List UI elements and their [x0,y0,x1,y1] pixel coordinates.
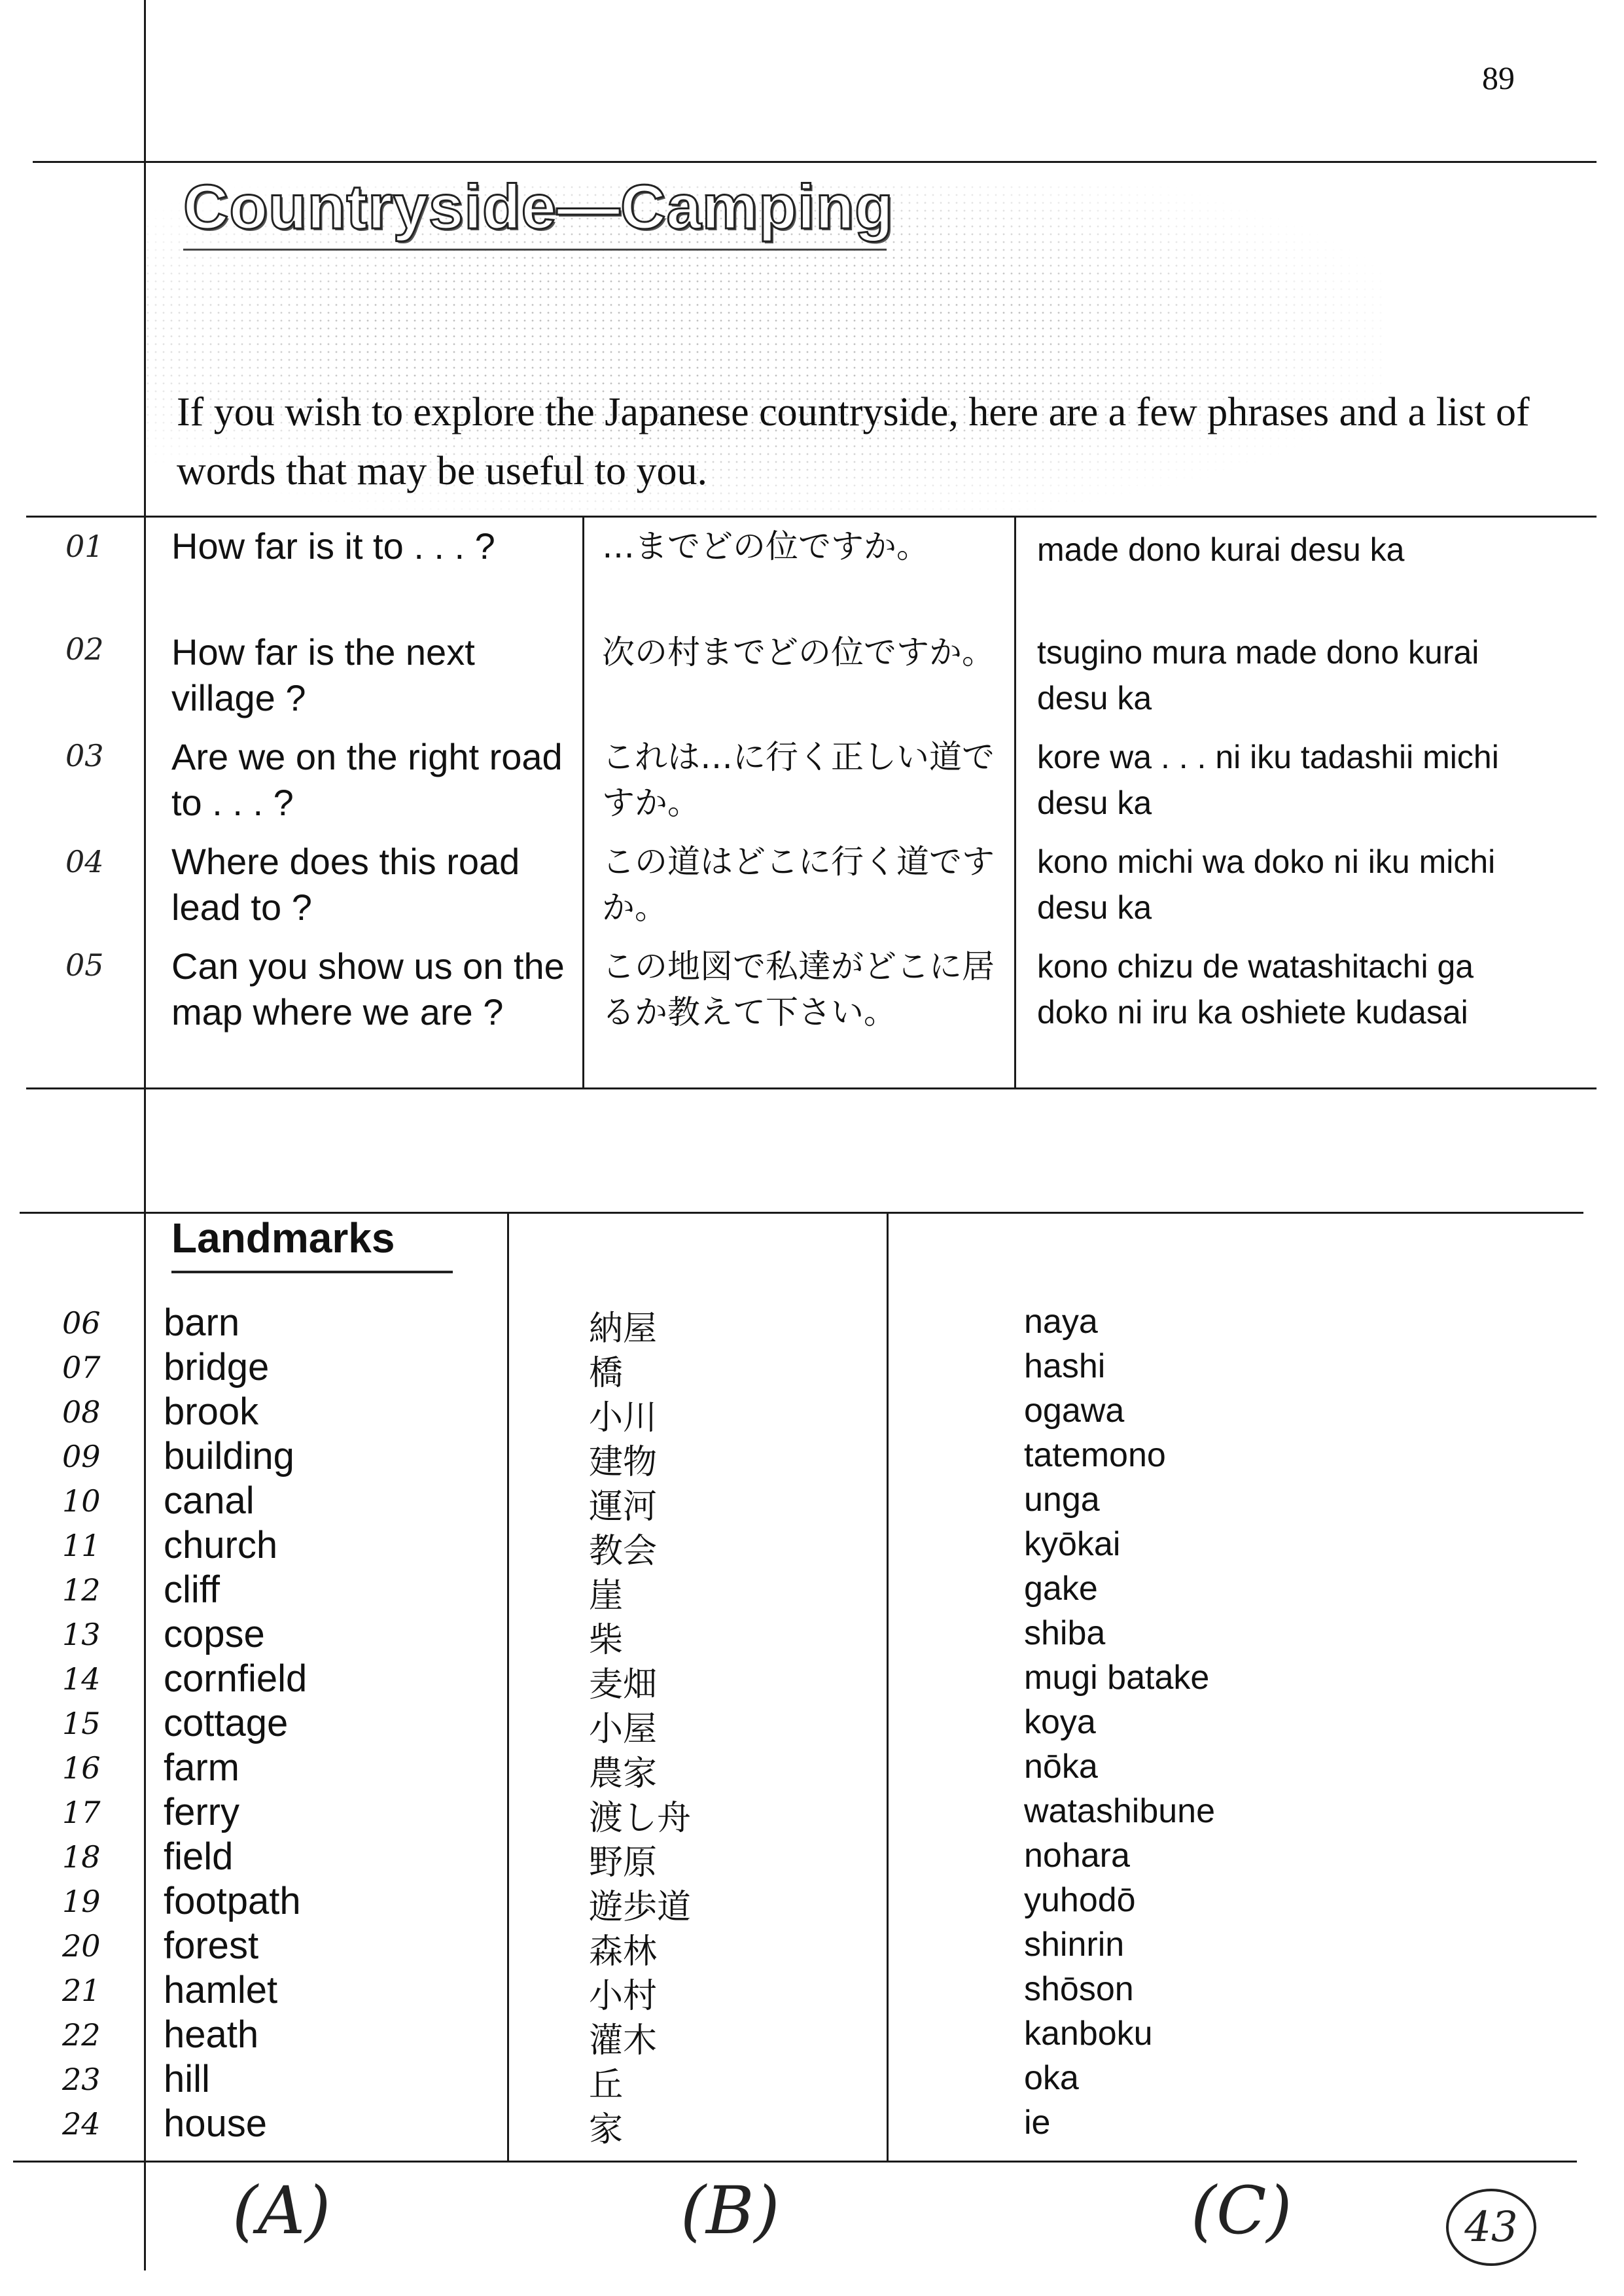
landmark-japanese: 小村 [589,1977,658,2016]
section-underline [171,1271,453,1273]
landmark-romaji: koya [1024,1703,1096,1741]
landmark-english: hamlet [164,1969,278,2011]
landmark-english: bridge [164,1346,270,1388]
landmark-japanese: 納屋 [589,1309,658,1349]
row-number: 12 [62,1572,101,1608]
phrase-japanese: この道はどこに行く道ですか。 [602,843,995,927]
landmark-english: house [164,2102,268,2145]
landmark-english: farm [164,1746,239,1789]
landmark-english: hill [164,2058,210,2100]
row-number: 15 [62,1706,101,1741]
row-number: 11 [62,1528,101,1563]
phrase-romaji: made dono kurai desu ka [1037,531,1405,568]
landmark-japanese: 小川 [589,1398,658,1438]
landmark-english: footpath [164,1880,301,1922]
row-number: 24 [62,2106,101,2142]
landmarks-divider-2 [887,1212,889,2162]
landmark-japanese: 教会 [589,1532,658,1571]
landmark-english: copse [164,1613,265,1655]
landmark-romaji: gake [1024,1570,1098,1608]
row-number: 03 [65,738,104,773]
circled-page-number [1446,2189,1536,2266]
landmark-japanese: 崖 [589,1576,624,1616]
landmark-romaji: ie [1024,2104,1051,2142]
landmark-english: cornfield [164,1657,308,1700]
column-label-b: (B) [680,2172,780,2249]
landmark-english: ferry [164,1791,239,1833]
header-rule [33,161,1597,163]
landmark-english: barn [164,1301,240,1344]
landmark-english: brook [164,1390,259,1433]
row-number: 04 [65,844,104,879]
row-number: 09 [62,1439,101,1474]
row-number: 10 [62,1483,101,1519]
phrases-divider-2 [1014,516,1016,1089]
row-number: 23 [62,2062,101,2097]
landmark-japanese: 農家 [589,1754,658,1793]
landmark-english: church [164,1524,278,1566]
row-number: 13 [62,1617,101,1652]
phrase-japanese: …までどの位ですか。 [602,527,929,565]
landmark-english: forest [164,1924,259,1967]
landmark-japanese: 渡し舟 [589,1799,692,1838]
phrase-english: Where does this road lead to ? [171,841,520,928]
phrase-english: Can you show us on the map where we are ? [171,945,565,1033]
phrases-divider-1 [582,516,584,1089]
phrases-top-rule [26,516,1597,518]
landmark-japanese: 麦畑 [589,1665,658,1704]
landmark-romaji: hashi [1024,1347,1106,1385]
phrase-romaji: kore wa . . . ni iku tadashii michi desu ka [1037,739,1499,821]
landmark-japanese: 橋 [589,1354,624,1393]
column-label-a: (A) [232,2172,331,2249]
landmark-romaji: unga [1024,1481,1100,1519]
landmark-english: cottage [164,1702,289,1744]
landmark-japanese: 小屋 [589,1710,658,1749]
row-number: 01 [65,529,104,564]
landmark-romaji: ogawa [1024,1392,1125,1430]
landmarks-divider-1 [507,1212,509,2162]
landmark-japanese: 建物 [589,1443,658,1482]
landmark-english: heath [164,2013,259,2056]
phrase-japanese: この地図で私達がどこに居るか教えて下さい。 [602,947,995,1031]
landmark-japanese: 森林 [589,1932,658,1971]
landmarks-bottom-rule [13,2161,1577,2163]
landmark-japanese: 野原 [589,1843,658,1882]
row-number: 18 [62,1839,101,1875]
page-title: Countryside—Camping [183,172,894,242]
landmark-japanese: 家 [589,2110,624,2149]
landmark-romaji: oka [1024,2059,1079,2097]
landmark-japanese: 運河 [589,1487,658,1527]
landmark-japanese: 丘 [589,2066,624,2105]
row-number: 20 [62,1928,101,1964]
row-number: 17 [62,1795,101,1830]
row-number: 08 [62,1394,101,1430]
phrase-english: Are we on the right road to . . . ? [171,736,563,823]
page-number: 89 [1482,60,1515,96]
row-number: 07 [62,1350,101,1385]
row-number: 21 [62,1973,101,2008]
landmark-romaji: kanboku [1024,2015,1153,2053]
landmark-japanese: 灌木 [589,2021,658,2060]
landmark-romaji: shiba [1024,1614,1106,1652]
phrase-romaji: kono michi wa doko ni iku michi desu ka [1037,843,1496,926]
row-number: 14 [62,1661,101,1697]
landmark-japanese: 柴 [589,1621,624,1660]
phrase-english: How far is the next village ? [171,631,475,718]
landmark-english: canal [164,1479,255,1522]
intro-paragraph: If you wish to explore the Japanese countryside, here are a few phrases and a list of words that may be useful to you. [177,390,1530,493]
phrase-japanese: これは…に行く正しい道ですか。 [602,738,995,822]
landmark-romaji: nohara [1024,1837,1130,1875]
row-number: 06 [62,1305,101,1341]
row-number: 05 [65,947,104,983]
landmark-romaji: kyōkai [1024,1525,1121,1563]
landmark-english: field [164,1835,234,1878]
landmark-romaji: naya [1024,1303,1098,1341]
phrase-english: How far is it to . . . ? [171,525,495,567]
landmark-romaji: mugi batake [1024,1659,1210,1697]
row-number: 02 [65,631,104,667]
landmark-english: cliff [164,1568,220,1611]
row-number: 22 [62,2017,101,2053]
title-underline [183,249,887,251]
phrase-romaji: tsugino mura made dono kurai desu ka [1037,634,1479,716]
landmark-romaji: tatemono [1024,1436,1166,1474]
landmark-japanese: 遊歩道 [589,1888,692,1927]
phrase-romaji: kono chizu de watashitachi ga doko ni iru ka oshiete kudasai [1037,948,1474,1031]
landmark-english: building [164,1435,294,1477]
landmark-romaji: shinrin [1024,1926,1125,1964]
row-number: 16 [62,1750,101,1786]
column-label-c: (C) [1191,2172,1292,2249]
phrase-japanese: 次の村までどの位ですか。 [602,633,995,671]
section-title: Landmarks [171,1214,395,1262]
landmark-romaji: yuhodō [1024,1881,1136,1919]
phrases-bottom-rule [26,1087,1597,1089]
landmark-romaji: watashibune [1024,1792,1215,1830]
landmark-romaji: nōka [1024,1748,1098,1786]
landmark-romaji: shōson [1024,1970,1134,2008]
row-number: 19 [62,1884,101,1919]
circled-number-text: 43 [1464,2203,1518,2252]
